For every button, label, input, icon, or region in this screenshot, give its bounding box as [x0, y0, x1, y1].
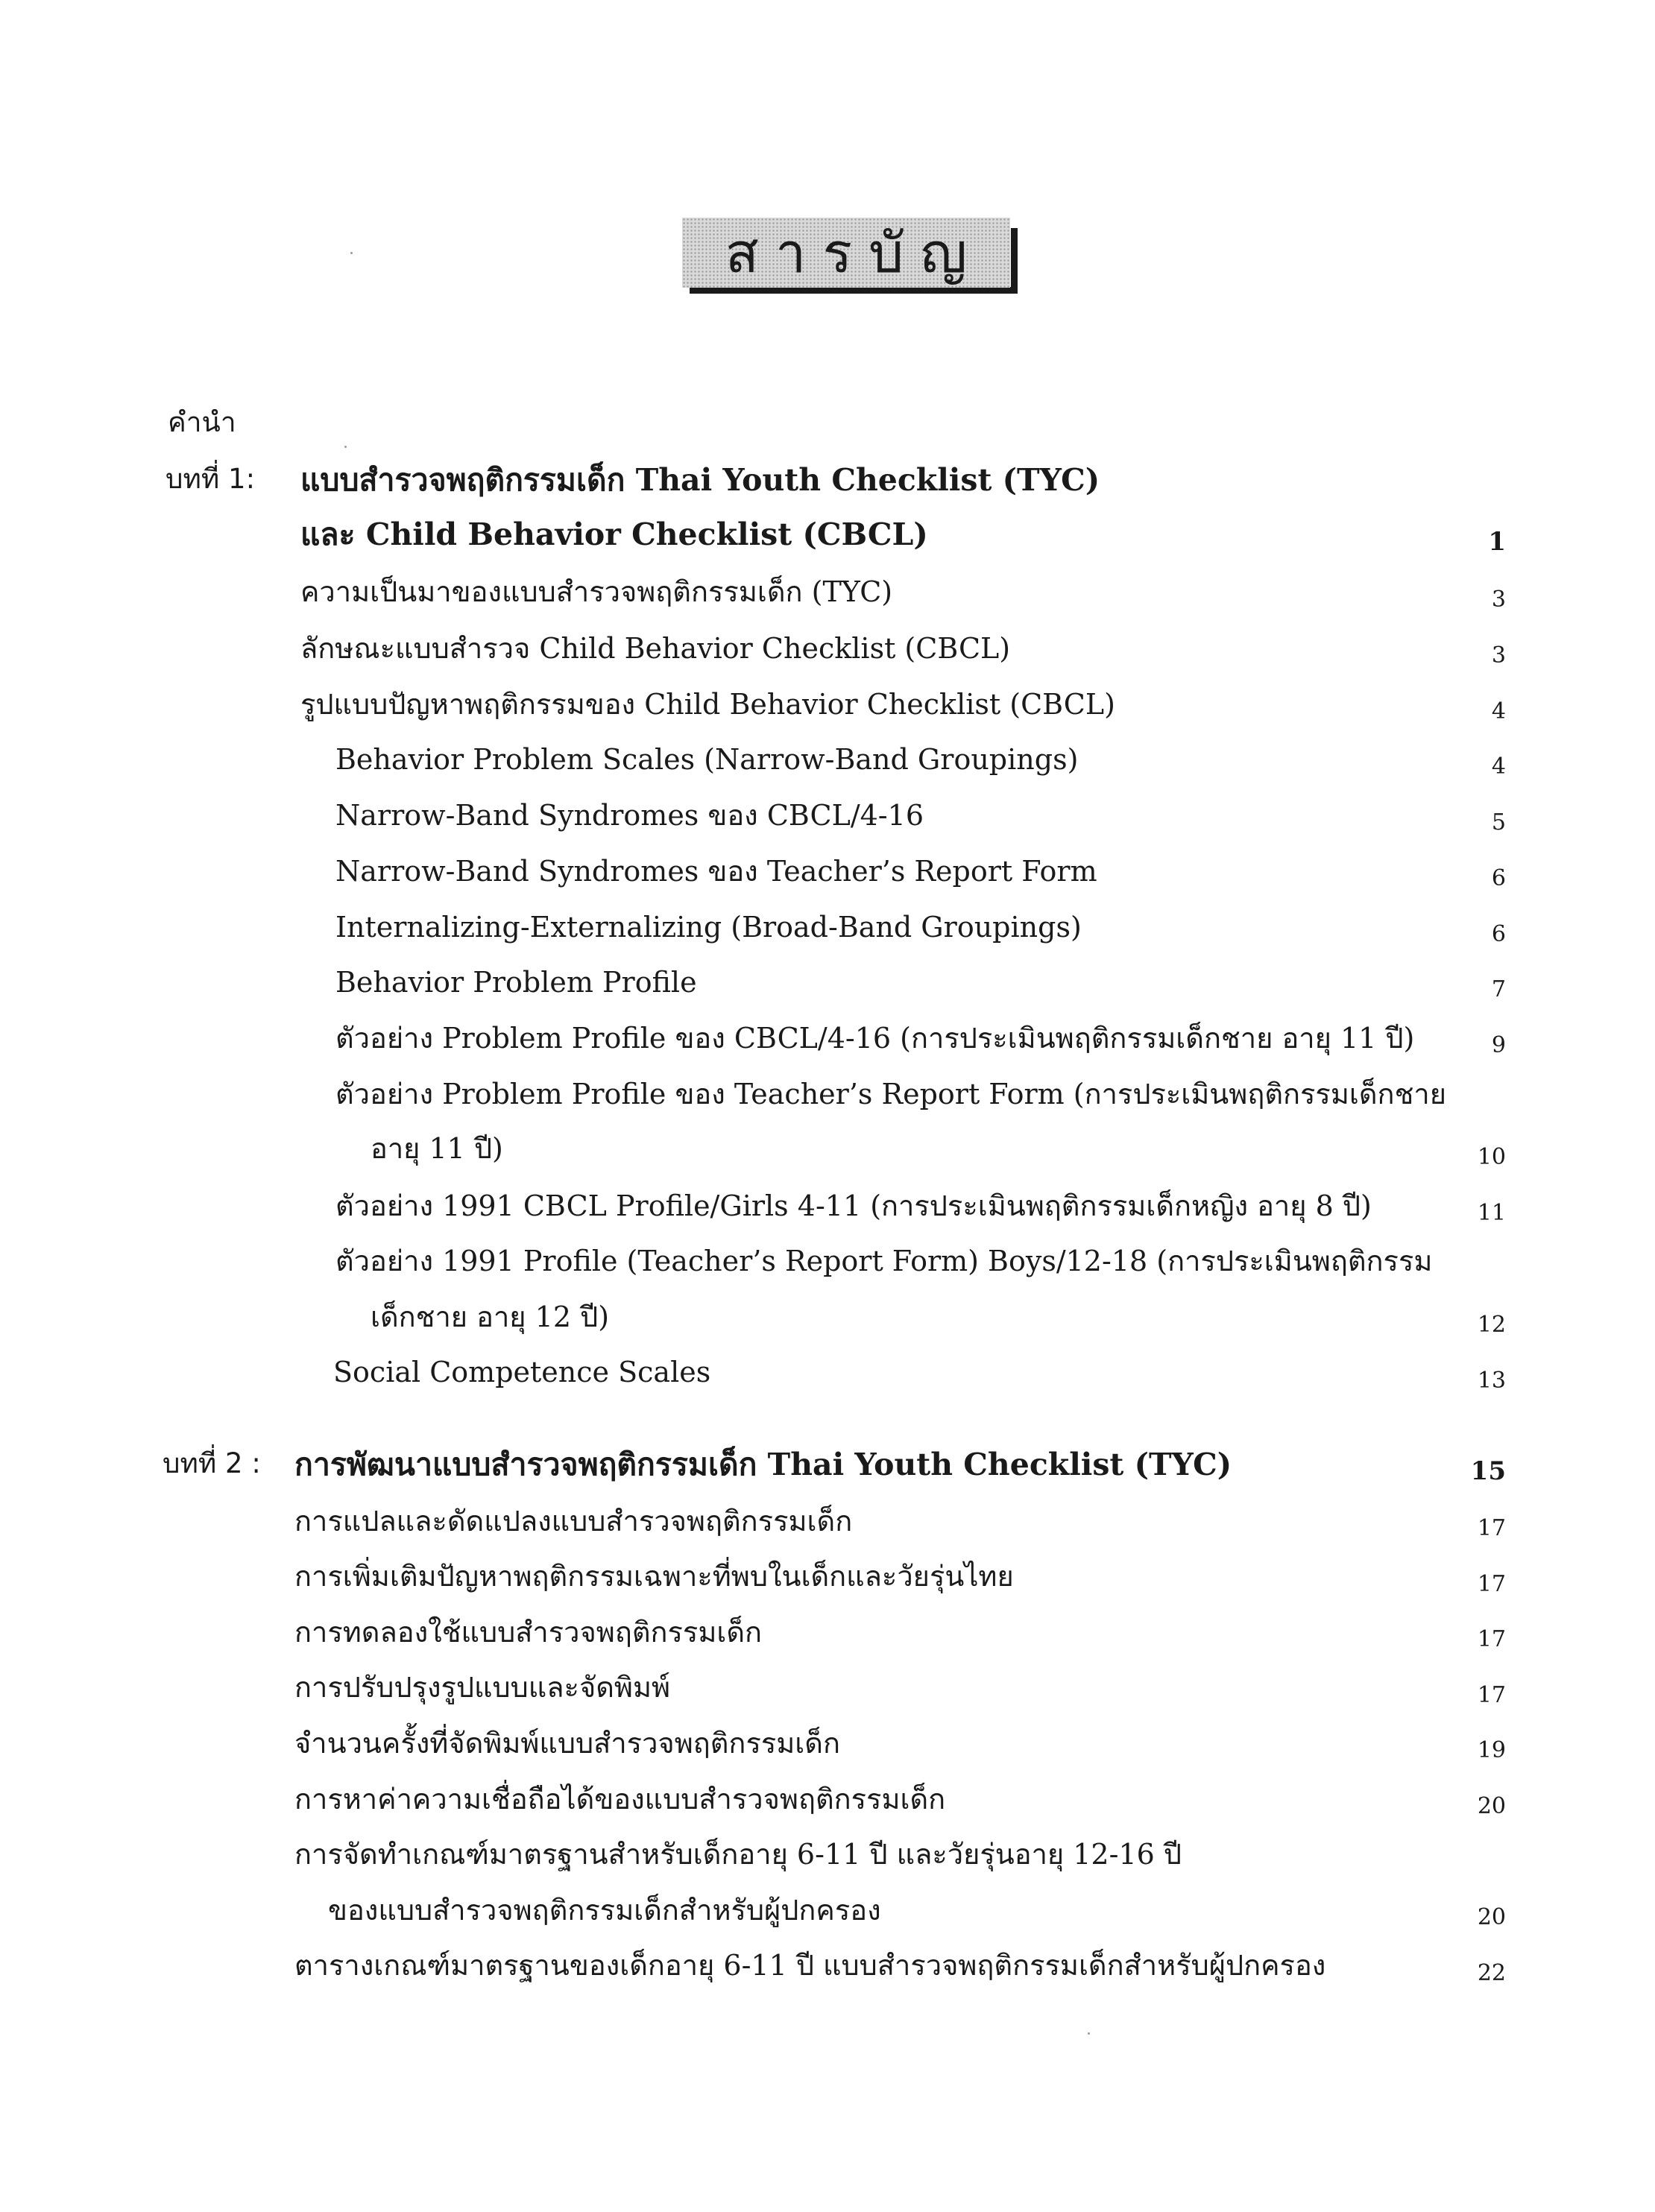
toc-entry: Social Competence Scales [333, 1356, 711, 1388]
toc-entry: ลักษณะแบบสำรวจ Child Behavior Checklist (CBCL) [300, 632, 1011, 665]
toc-entry: ตัวอย่าง Problem Profile ของ CBCL/4-16 (การประเมินพฤติกรรมเด็กชาย อายุ 11 ปี) [335, 1022, 1415, 1055]
page-number: 20 [1477, 1793, 1506, 1819]
page-title: สารบัญ [725, 221, 984, 285]
scan-speck [344, 446, 347, 448]
toc-entry-cont: อายุ 11 ปี) [371, 1132, 503, 1165]
title-frame [682, 218, 1018, 297]
page-number: 19 [1477, 1737, 1506, 1763]
page-number: 5 [1491, 809, 1506, 835]
toc-entry: Internalizing-Externalizing (Broad-Band Groupings) [335, 911, 1082, 944]
page-number: 17 [1477, 1626, 1506, 1652]
page-number: 10 [1477, 1144, 1506, 1170]
page-number: 3 [1491, 642, 1506, 669]
page-number: 17 [1477, 1515, 1506, 1541]
page-number: 7 [1491, 976, 1506, 1002]
toc-entry: จำนวนครั้งที่จัดพิมพ์แบบสำรวจพฤติกรรมเด็ก [294, 1727, 840, 1760]
page-number: 1 [1488, 527, 1506, 557]
scan-speck [350, 252, 353, 254]
toc-entry: รูปแบบปัญหาพฤติกรรมของ Child Behavior Checklist (CBCL) [300, 688, 1115, 721]
page-number: 6 [1491, 865, 1506, 891]
toc-entry: ตัวอย่าง 1991 CBCL Profile/Girls 4-11 (การประเมินพฤติกรรมเด็กหญิง อายุ 8 ปี) [335, 1189, 1372, 1222]
page-number: 11 [1477, 1200, 1506, 1226]
page-number: 6 [1491, 921, 1506, 947]
scan-speck [1088, 2032, 1090, 2035]
chapter-2-label: บทที่ 2 : [163, 1447, 261, 1479]
toc-entry: Narrow-Band Syndromes ของ Teacher’s Report Form [335, 855, 1097, 888]
chapter-1-label: บทที่ 1: [166, 463, 256, 495]
page-number: 17 [1477, 1682, 1506, 1708]
toc-entry: การปรับปรุงรูปแบบและจัดพิมพ์ [294, 1671, 671, 1704]
page-number: 4 [1491, 753, 1506, 780]
toc-entry: Behavior Problem Profile [335, 966, 697, 999]
page-number: 9 [1491, 1032, 1506, 1058]
toc-entry: ความเป็นมาของแบบสำรวจพฤติกรรมเด็ก (TYC) [300, 575, 893, 608]
page-number: 17 [1477, 1571, 1506, 1597]
toc-entry: ตัวอย่าง Problem Profile ของ Teacher’s Report Form (การประเมินพฤติกรรมเด็กชาย [335, 1078, 1446, 1110]
toc-entry: การเพิ่มเติมปัญหาพฤติกรรมเฉพาะที่พบในเด็กและวัยรุ่นไทย [294, 1560, 1014, 1593]
toc-entry: ตารางเกณฑ์มาตรฐานของเด็กอายุ 6-11 ปี แบบสำรวจพฤติกรรมเด็กสำหรับผู้ปกครอง [294, 1949, 1326, 1982]
chapter-1-title-cont: และ Child Behavior Checklist (CBCL) [300, 516, 928, 552]
toc-entry-preface: คำนำ [168, 406, 236, 438]
toc-entry: การหาค่าความเชื่อถือได้ของแบบสำรวจพฤติกรรมเด็ก [294, 1783, 946, 1816]
page-number: 4 [1491, 698, 1506, 724]
page-number: 3 [1491, 587, 1506, 613]
toc-entry: ตัวอย่าง 1991 Profile (Teacher’s Report Form) Boys/12-18 (การประเมินพฤติกรรม [335, 1245, 1433, 1277]
toc-entry: การจัดทำเกณฑ์มาตรฐานสำหรับเด็กอายุ 6-11 ปี และวัยรุ่นอายุ 12-16 ปี [294, 1838, 1182, 1871]
toc-entry-cont: ของแบบสำรวจพฤติกรรมเด็กสำหรับผู้ปกครอง [328, 1894, 881, 1927]
page-number: 20 [1477, 1904, 1506, 1930]
toc-entry: การแปลและดัดแปลงแบบสำรวจพฤติกรรมเด็ก [294, 1505, 853, 1538]
toc-entry: Behavior Problem Scales (Narrow-Band Groupings) [335, 743, 1079, 776]
chapter-2-title: การพัฒนาแบบสำรวจพฤติกรรมเด็ก Thai Youth Checklist (TYC) [294, 1447, 1232, 1482]
chapter-1-title: แบบสำรวจพฤติกรรมเด็ก Thai Youth Checklist (TYC) [300, 462, 1100, 498]
page-number: 22 [1477, 1960, 1506, 1986]
toc-entry: Narrow-Band Syndromes ของ CBCL/4-16 [335, 799, 924, 832]
toc-entry-cont: เด็กชาย อายุ 12 ปี) [371, 1301, 610, 1333]
toc-entry: การทดลองใช้แบบสำรวจพฤติกรรมเด็ก [294, 1616, 763, 1649]
page-number: 15 [1470, 1456, 1506, 1486]
page-number: 13 [1477, 1368, 1506, 1394]
page-number: 12 [1477, 1312, 1506, 1338]
